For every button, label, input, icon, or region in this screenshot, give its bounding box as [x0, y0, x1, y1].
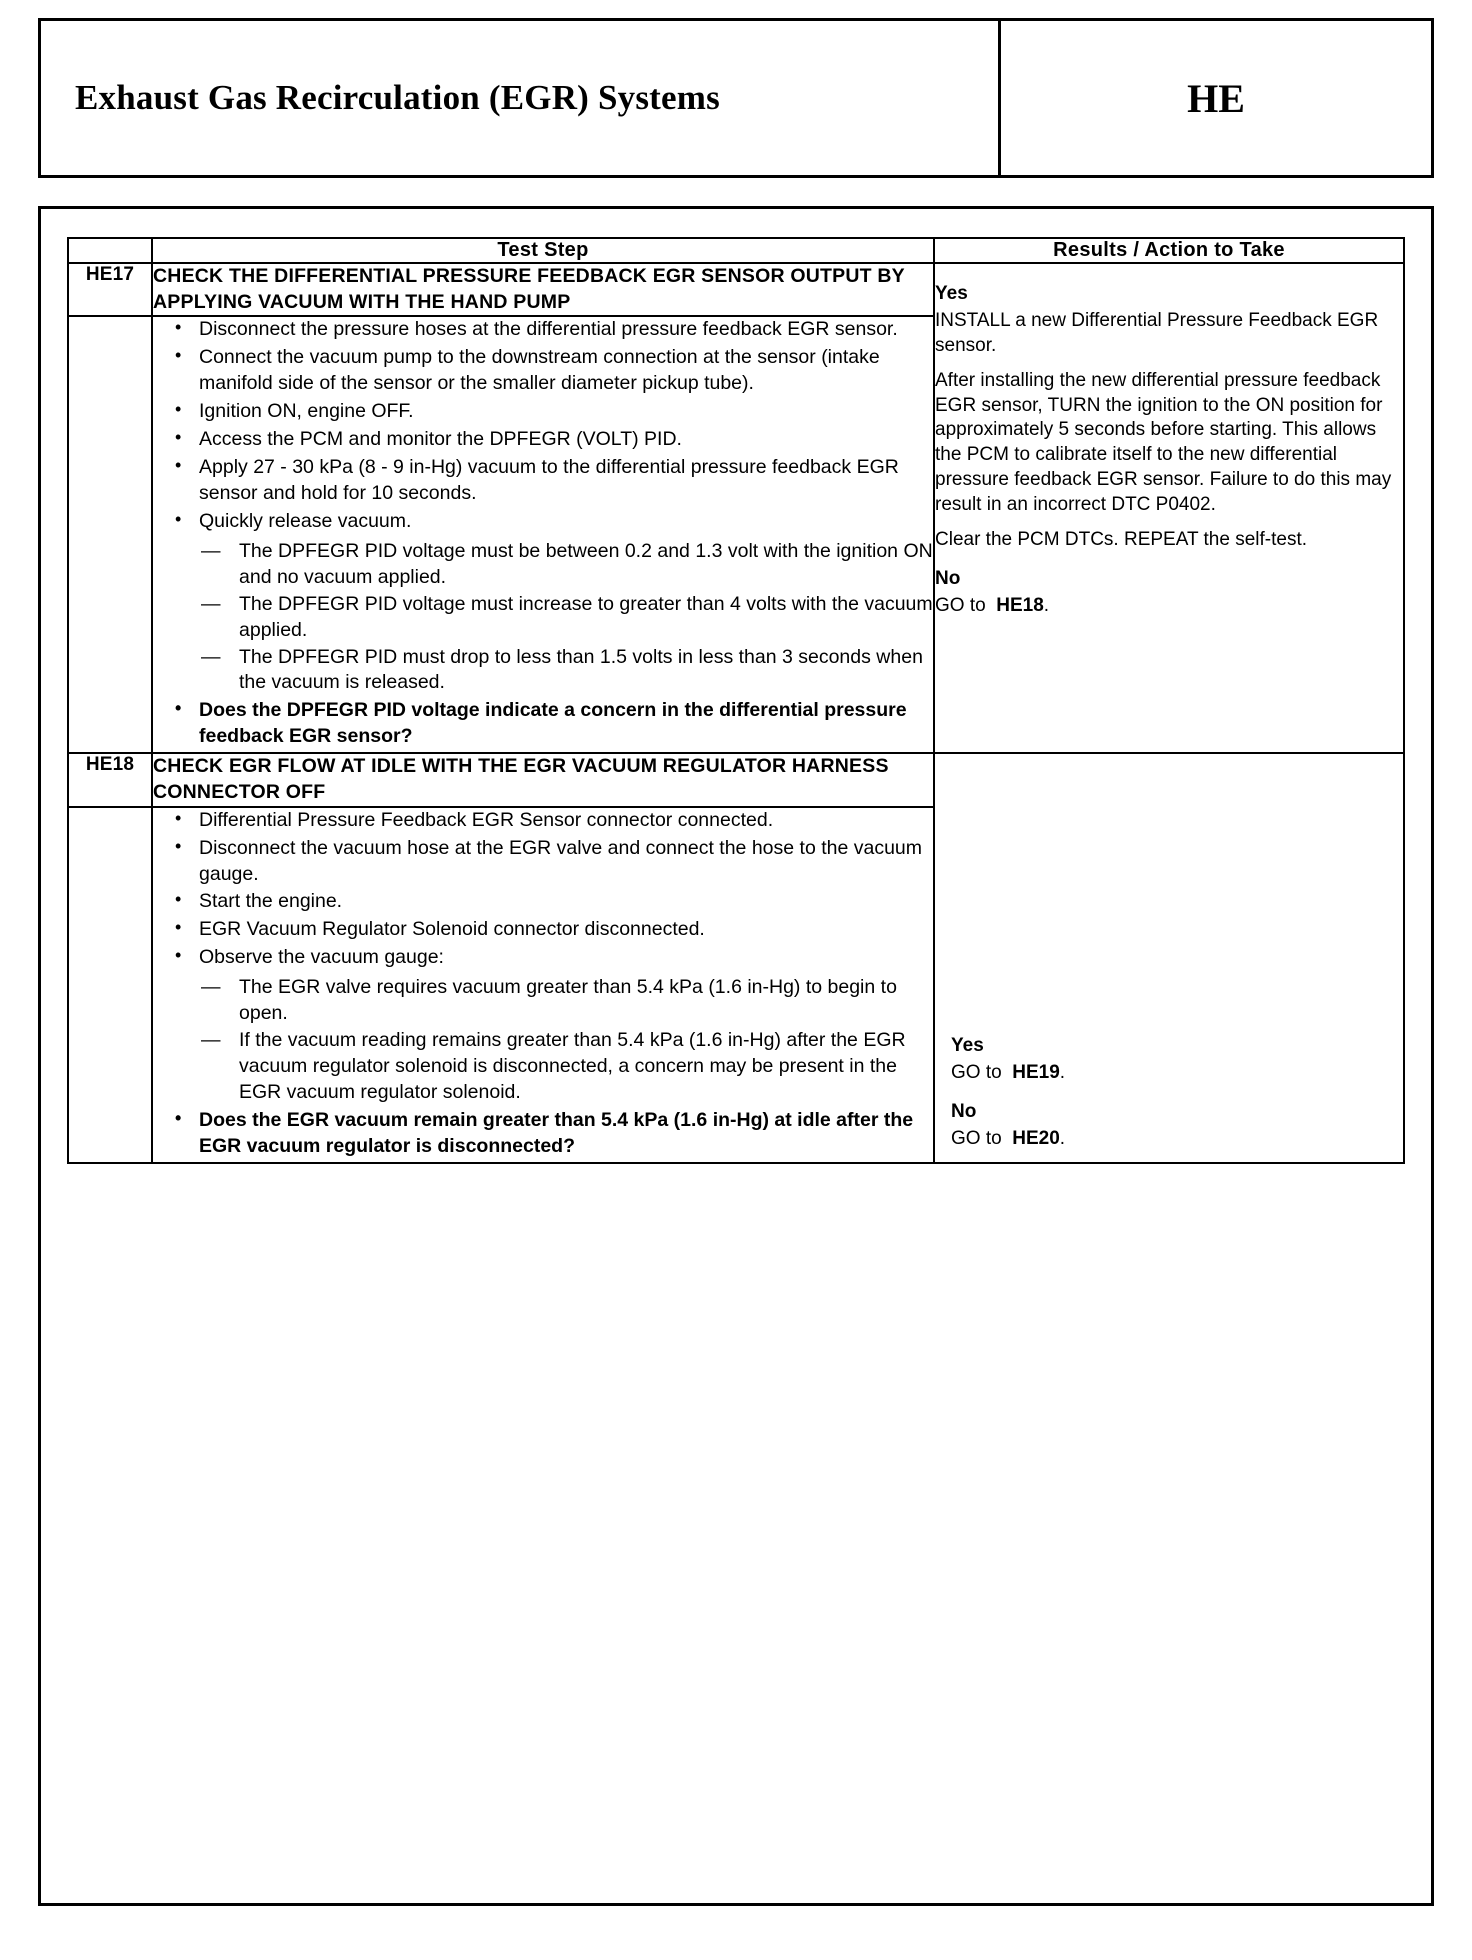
step-question-list	[153, 698, 933, 750]
list-item: • Access the PCM and monitor the DPFEGR (VOLT) PID.	[153, 427, 933, 453]
result-no-text	[935, 594, 1403, 619]
list-item: • Differential Pressure Feedback EGR Sensor connector connected.	[153, 808, 933, 834]
step-id: HE18	[68, 753, 152, 806]
result-yes-text-post: .	[1059, 1062, 1066, 1084]
result-no-text-pre: GO to	[935, 594, 986, 616]
step-results	[934, 753, 1404, 1162]
step-bullet-list	[153, 317, 933, 534]
list-item: • Ignition ON, engine OFF.	[153, 399, 933, 425]
result-yes-target[interactable]: HE19	[1012, 1062, 1060, 1084]
step-bullet-list	[153, 808, 933, 972]
result-yes-text: INSTALL a new Differential Pressure Feedback EGR sensor.	[935, 309, 1379, 356]
table-header-row	[68, 238, 1404, 263]
result-yes-text	[951, 1061, 1393, 1086]
column-header-id	[68, 238, 152, 263]
result-no-text-pre: GO to	[951, 1127, 1002, 1149]
list-item: — The DPFEGR PID must drop to less than 1.5 volts in less than 3 seconds when the vacuum is released.	[153, 645, 933, 697]
list-item: — The DPFEGR PID voltage must increase to greater than 4 volts with the vacuum applied.	[153, 592, 933, 644]
step-body	[152, 807, 934, 1163]
result-yes-text-3: Clear the PCM DTCs. REPEAT the self-test.	[935, 528, 1308, 550]
header-title-cell	[41, 21, 1001, 175]
content-frame	[38, 206, 1434, 1906]
result-yes-label: Yes	[951, 1035, 984, 1057]
page-header	[38, 18, 1434, 178]
list-item: • Connect the vacuum pump to the downstream connection at the sensor (intake manifold side of the sensor or the smaller diameter pickup tube).	[153, 345, 933, 397]
step-id: HE17	[68, 263, 152, 316]
step-dash-list	[153, 975, 933, 1106]
section-code: HE	[1187, 75, 1245, 121]
result-yes-text-pre: GO to	[951, 1062, 1002, 1084]
list-item: • Apply 27 - 30 kPa (8 - 9 in-Hg) vacuum to the differential pressure feedback EGR sensor and hold for 10 seconds.	[153, 455, 933, 507]
column-header-test-step: Test Step	[152, 238, 934, 263]
list-item: • Quickly release vacuum.	[153, 509, 933, 535]
result-no-text-post: .	[1043, 594, 1050, 616]
result-no-text-post: .	[1059, 1127, 1066, 1149]
diagnostic-steps-table	[67, 237, 1405, 1164]
step-dash-list	[153, 539, 933, 697]
step-title: CHECK EGR FLOW AT IDLE WITH THE EGR VACUUM REGULATOR HARNESS CONNECTOR OFF	[152, 753, 934, 806]
result-no-text	[951, 1127, 1393, 1152]
result-yes-text-2: After installing the new differential pressure feedback EGR sensor, TURN the ignition to the ON position for approximately 5 seconds before starting. This allows the PCM to calibrate itself to the new differential pressure feedback EGR sensor. Failure to do this may result in an incorrect DTC P0402.	[935, 369, 1392, 515]
step-body	[152, 316, 934, 753]
list-item: • Disconnect the vacuum hose at the EGR valve and connect the hose to the vacuum gauge.	[153, 836, 933, 888]
step-title: CHECK THE DIFFERENTIAL PRESSURE FEEDBACK EGR SENSOR OUTPUT BY APPLYING VACUUM WITH THE HAND PUMP	[152, 263, 934, 316]
list-item: — The DPFEGR PID voltage must be between 0.2 and 1.3 volt with the ignition ON and no vacuum applied.	[153, 539, 933, 591]
step-results	[934, 263, 1404, 753]
step-id-spacer	[68, 316, 152, 753]
list-item: — The EGR valve requires vacuum greater than 5.4 kPa (1.6 in-Hg) to begin to open.	[153, 975, 933, 1027]
result-no-label: No	[935, 567, 961, 589]
list-item: — If the vacuum reading remains greater than 5.4 kPa (1.6 in-Hg) after the EGR vacuum regulator solenoid is disconnected, a concern may be present in the EGR vacuum regulator solenoid.	[153, 1028, 933, 1106]
step-question: • Does the DPFEGR PID voltage indicate a concern in the differential pressure feedback EGR sensor?	[153, 698, 933, 750]
table-row	[68, 753, 1404, 806]
header-code-cell	[1001, 21, 1431, 175]
result-yes-label: Yes	[935, 283, 968, 304]
result-no-target[interactable]: HE18	[996, 594, 1044, 616]
list-item: • EGR Vacuum Regulator Solenoid connector disconnected.	[153, 917, 933, 943]
step-question: • Does the EGR vacuum remain greater than 5.4 kPa (1.6 in-Hg) at idle after the EGR vacuum regulator is disconnected?	[153, 1108, 933, 1160]
page-title: Exhaust Gas Recirculation (EGR) Systems	[75, 78, 720, 118]
result-no-label: No	[951, 1100, 977, 1122]
result-no-target[interactable]: HE20	[1012, 1127, 1060, 1149]
list-item: • Observe the vacuum gauge:	[153, 945, 933, 971]
step-id-spacer	[68, 807, 152, 1163]
list-item: • Start the engine.	[153, 889, 933, 915]
list-item: • Disconnect the pressure hoses at the differential pressure feedback EGR sensor.	[153, 317, 933, 343]
column-header-results: Results / Action to Take	[934, 238, 1404, 263]
step-question-list	[153, 1108, 933, 1160]
table-row	[68, 263, 1404, 316]
